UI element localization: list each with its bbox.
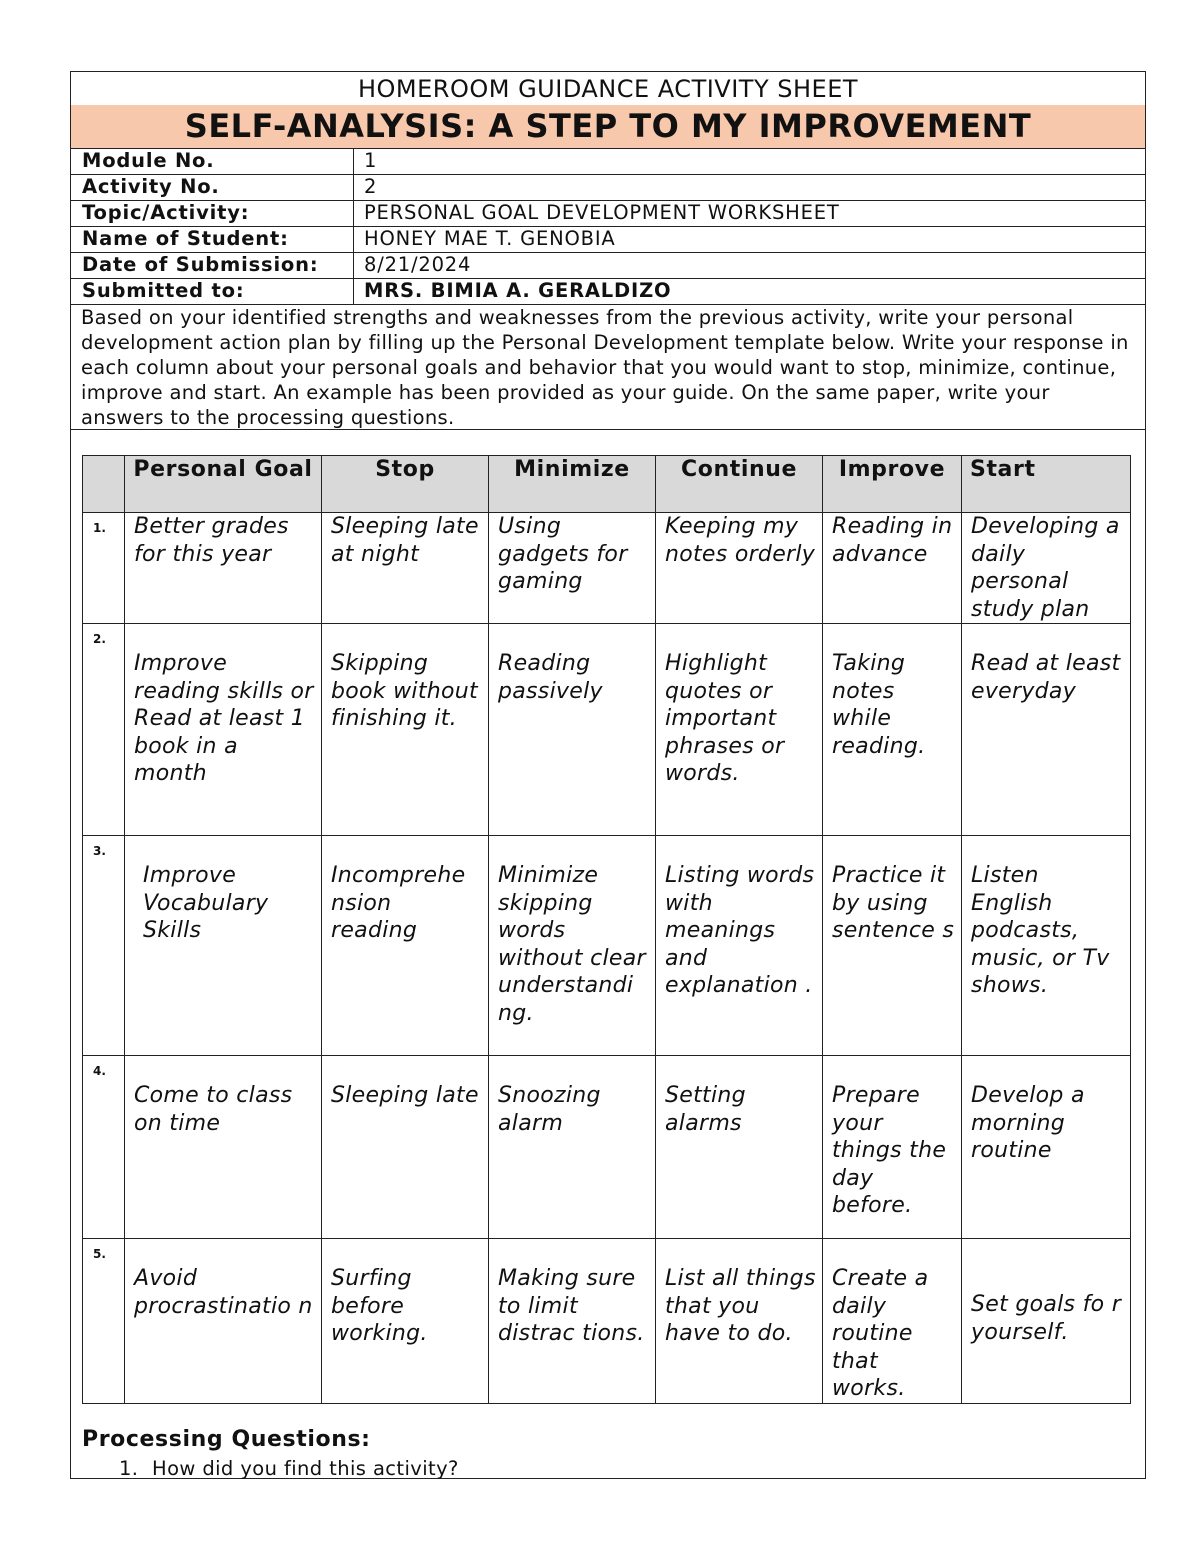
cell-improve: Practice it by using sentence s [823, 836, 962, 1056]
cell-improve: Create a daily routine that works. [823, 1239, 962, 1404]
cell-continue: Setting alarms [656, 1056, 823, 1239]
cell-personal-goal: Better grades for this year [125, 513, 322, 624]
header-minimize: Minimize [489, 456, 656, 513]
header-improve: Improve [823, 456, 962, 513]
info-label: Name of Student: [82, 227, 289, 250]
sheet-title: HOMEROOM GUIDANCE ACTIVITY SHEET [357, 75, 859, 103]
cell-start: Listen English podcasts, music, or Tv shows. [962, 836, 1131, 1056]
cell-improve: Taking notes while reading. [823, 624, 962, 836]
table-row [83, 624, 1131, 836]
cell-start: Developing a daily personal study plan [962, 513, 1131, 624]
table-header-row [83, 456, 1131, 513]
cell-minimize: Using gadgets for gaming [489, 513, 656, 624]
row-number: 5. [83, 1239, 125, 1404]
table-row [83, 1056, 1131, 1239]
cell-minimize: Reading passively [489, 624, 656, 836]
cell-minimize: Making sure to limit distrac tions. [489, 1239, 656, 1404]
cell-continue: Listing words with meanings and explanation . [656, 836, 823, 1056]
row-number: 1. [83, 513, 125, 624]
info-label: Module No. [82, 149, 215, 172]
cell-start: Set goals fo r yourself. [962, 1239, 1131, 1404]
cell-stop: Surfing before working. [322, 1239, 489, 1404]
sheet-subtitle: SELF-ANALYSIS: A STEP TO MY IMPROVEMENT [71, 105, 1145, 148]
row-number: 2. [83, 624, 125, 836]
cell-minimize: Minimize skipping words without clear understandi ng. [489, 836, 656, 1056]
question-number: 1. [119, 1457, 139, 1480]
header-num [83, 456, 125, 513]
info-row-topic [71, 200, 1145, 226]
info-value: MRS. BIMIA A. GERALDIZO [364, 279, 672, 302]
question-text: How did you find this activity? [152, 1457, 459, 1480]
cell-stop: Skipping book without finishing it. [322, 624, 489, 836]
info-row-module [71, 148, 1145, 174]
info-row-date [71, 252, 1145, 278]
info-row-student [71, 226, 1145, 252]
info-row-submitted-to [71, 278, 1145, 304]
processing-questions-title: Processing Questions: [82, 1427, 371, 1452]
info-value: PERSONAL GOAL DEVELOPMENT WORKSHEET [364, 201, 840, 224]
cell-improve: Prepare your things the day before. [823, 1056, 962, 1239]
cell-stop: Incomprehe nsion reading [322, 836, 489, 1056]
cell-start: Develop a morning routine [962, 1056, 1131, 1239]
cell-stop: Sleeping late at night [322, 513, 489, 624]
info-value: 2 [364, 175, 378, 198]
instructions: Based on your identified strengths and weaknesses from the previous activity, write your personal development action plan by filling up the Personal Development template below. Write your response in each column about your personal goals and behavior that you would want to stop, minimize, continue, improve and start. An example has been provided as your guide. On the same paper, write your answers to the processing questions. [81, 306, 1129, 429]
cell-stop: Sleeping late [322, 1056, 489, 1239]
cell-continue: List all things that you have to do. [656, 1239, 823, 1404]
header-start: Start [962, 456, 1131, 513]
info-label: Activity No. [82, 175, 220, 198]
table-row [83, 836, 1131, 1056]
header-continue: Continue [656, 456, 823, 513]
info-row-activity [71, 174, 1145, 200]
header-stop: Stop [322, 456, 489, 513]
row-number: 3. [83, 836, 125, 1056]
info-value: 1 [364, 149, 378, 172]
cell-personal-goal: Improve Vocabulary Skills [125, 836, 322, 1056]
cell-start: Read at least everyday [962, 624, 1131, 836]
development-plan-table [82, 455, 1131, 1404]
activity-sheet [70, 71, 1146, 1479]
cell-personal-goal: Avoid procrastinatio n [125, 1239, 322, 1404]
cell-personal-goal: Improve reading skills or Read at least 1 book in a month [125, 624, 322, 836]
info-column-divider [353, 148, 354, 304]
info-section [71, 148, 1145, 304]
cell-improve: Reading in advance [823, 513, 962, 624]
cell-personal-goal: Come to class on time [125, 1056, 322, 1239]
cell-continue: Keeping my notes orderly [656, 513, 823, 624]
row-number: 4. [83, 1056, 125, 1239]
info-label: Topic/Activity: [82, 201, 250, 224]
table-row [83, 1239, 1131, 1404]
info-value: HONEY MAE T. GENOBIA [364, 227, 616, 250]
header-personal-goal: Personal Goal [125, 456, 322, 513]
info-label: Submitted to: [82, 279, 245, 302]
cell-continue: Highlight quotes or important phrases or words. [656, 624, 823, 836]
table-row [83, 513, 1131, 624]
processing-question [119, 1457, 459, 1480]
info-value: 8/21/2024 [364, 253, 472, 276]
info-label: Date of Submission: [82, 253, 319, 276]
cell-minimize: Snoozing alarm [489, 1056, 656, 1239]
